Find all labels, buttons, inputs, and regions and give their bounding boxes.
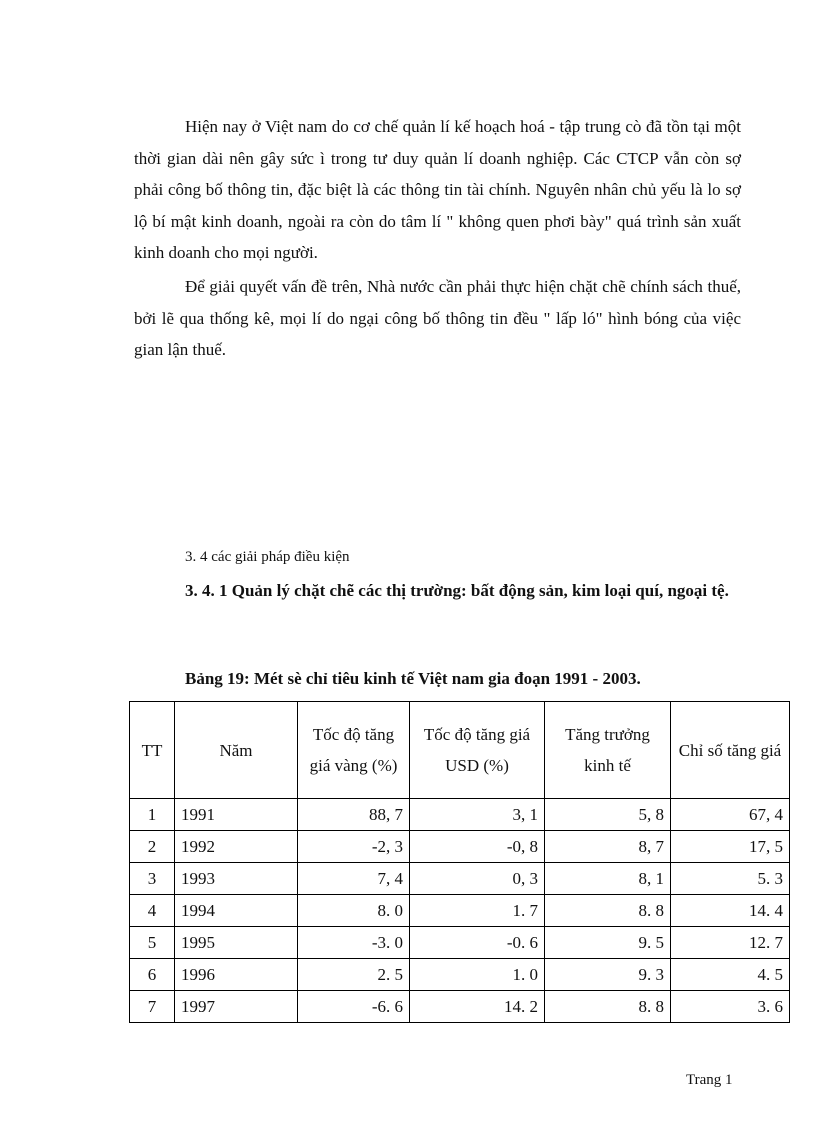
cell-usd: 1. 0 <box>410 959 545 991</box>
cell-index: 5. 3 <box>671 863 790 895</box>
cell-tt: 6 <box>130 959 175 991</box>
table-caption: Bảng 19: Mét sè chỉ tiêu kinh tế Việt nam gia đoạn 1991 - 2003. <box>185 669 641 688</box>
header-tt: TT <box>130 702 175 799</box>
cell-tt: 3 <box>130 863 175 895</box>
cell-year: 1992 <box>175 831 298 863</box>
cell-growth: 9. 3 <box>545 959 671 991</box>
cell-year: 1996 <box>175 959 298 991</box>
cell-gold: 2. 5 <box>298 959 410 991</box>
cell-gold: 8. 0 <box>298 895 410 927</box>
cell-year: 1997 <box>175 991 298 1023</box>
cell-year: 1993 <box>175 863 298 895</box>
table-row <box>130 895 790 927</box>
cell-index: 14. 4 <box>671 895 790 927</box>
page-number: Trang 1 <box>686 1072 733 1088</box>
cell-index: 4. 5 <box>671 959 790 991</box>
table-row <box>130 959 790 991</box>
section-subheading: 3. 4 các giải pháp điều kiện <box>185 549 350 565</box>
table-row <box>130 991 790 1023</box>
cell-usd: 3, 1 <box>410 799 545 831</box>
cell-tt: 4 <box>130 895 175 927</box>
body-paragraph-2: Để giải quyết vấn đề trên, Nhà nước cần phải thực hiện chặt chẽ chính sách thuế, bởi lẽ qua thống kê, mọi lí do ngại công bố thông tin đều " lấp ló" hình bóng của việc gian lận thuế. <box>134 277 741 359</box>
header-gold-price-growth: Tốc độ tăng giá vàng (%) <box>298 702 410 799</box>
cell-gold: -3. 0 <box>298 927 410 959</box>
table-row <box>130 927 790 959</box>
cell-gold: 7, 4 <box>298 863 410 895</box>
cell-growth: 8. 8 <box>545 991 671 1023</box>
header-usd-price-growth: Tốc độ tăng giá USD (%) <box>410 702 545 799</box>
cell-usd: 0, 3 <box>410 863 545 895</box>
cell-gold: -6. 6 <box>298 991 410 1023</box>
cell-year: 1994 <box>175 895 298 927</box>
table-body <box>130 799 790 1023</box>
table-row <box>130 831 790 863</box>
cell-growth: 8, 7 <box>545 831 671 863</box>
body-paragraph-1: Hiện nay ở Việt nam do cơ chế quản lí kế hoạch hoá - tập trung cò đã tồn tại một thời gian dài nên gây sức ì trong tư duy quản lí doanh nghiệp. Các CTCP vẫn còn sợ phải công bố thông tin, đặc biệt là các thông tin tài chính. Nguyên nhân chủ yếu là lo sợ lộ bí mật kinh doanh, ngoài ra còn do tâm lí " không quen phơi bày" quá trình sản xuất kinh doanh cho mọi người. <box>134 117 741 262</box>
cell-gold: 88, 7 <box>298 799 410 831</box>
header-year: Năm <box>175 702 298 799</box>
cell-usd: -0, 8 <box>410 831 545 863</box>
cell-tt: 5 <box>130 927 175 959</box>
header-price-index: Chỉ số tăng giá <box>671 702 790 799</box>
cell-index: 17, 5 <box>671 831 790 863</box>
header-economic-growth: Tăng trưởng kinh tế <box>545 702 671 799</box>
table-header-row <box>130 702 790 799</box>
cell-year: 1995 <box>175 927 298 959</box>
cell-tt: 2 <box>130 831 175 863</box>
cell-usd: 14. 2 <box>410 991 545 1023</box>
section-heading: 3. 4. 1 Quản lý chặt chẽ các thị trường: bất động sản, kim loại quí, ngoại tệ. <box>185 581 729 600</box>
cell-tt: 7 <box>130 991 175 1023</box>
cell-index: 3. 6 <box>671 991 790 1023</box>
cell-year: 1991 <box>175 799 298 831</box>
cell-growth: 8, 1 <box>545 863 671 895</box>
cell-growth: 9. 5 <box>545 927 671 959</box>
cell-index: 12. 7 <box>671 927 790 959</box>
economic-indicators-table <box>129 701 790 1023</box>
cell-gold: -2, 3 <box>298 831 410 863</box>
cell-usd: -0. 6 <box>410 927 545 959</box>
table-row <box>130 863 790 895</box>
cell-tt: 1 <box>130 799 175 831</box>
cell-index: 67, 4 <box>671 799 790 831</box>
table-row <box>130 799 790 831</box>
cell-usd: 1. 7 <box>410 895 545 927</box>
cell-growth: 5, 8 <box>545 799 671 831</box>
cell-growth: 8. 8 <box>545 895 671 927</box>
